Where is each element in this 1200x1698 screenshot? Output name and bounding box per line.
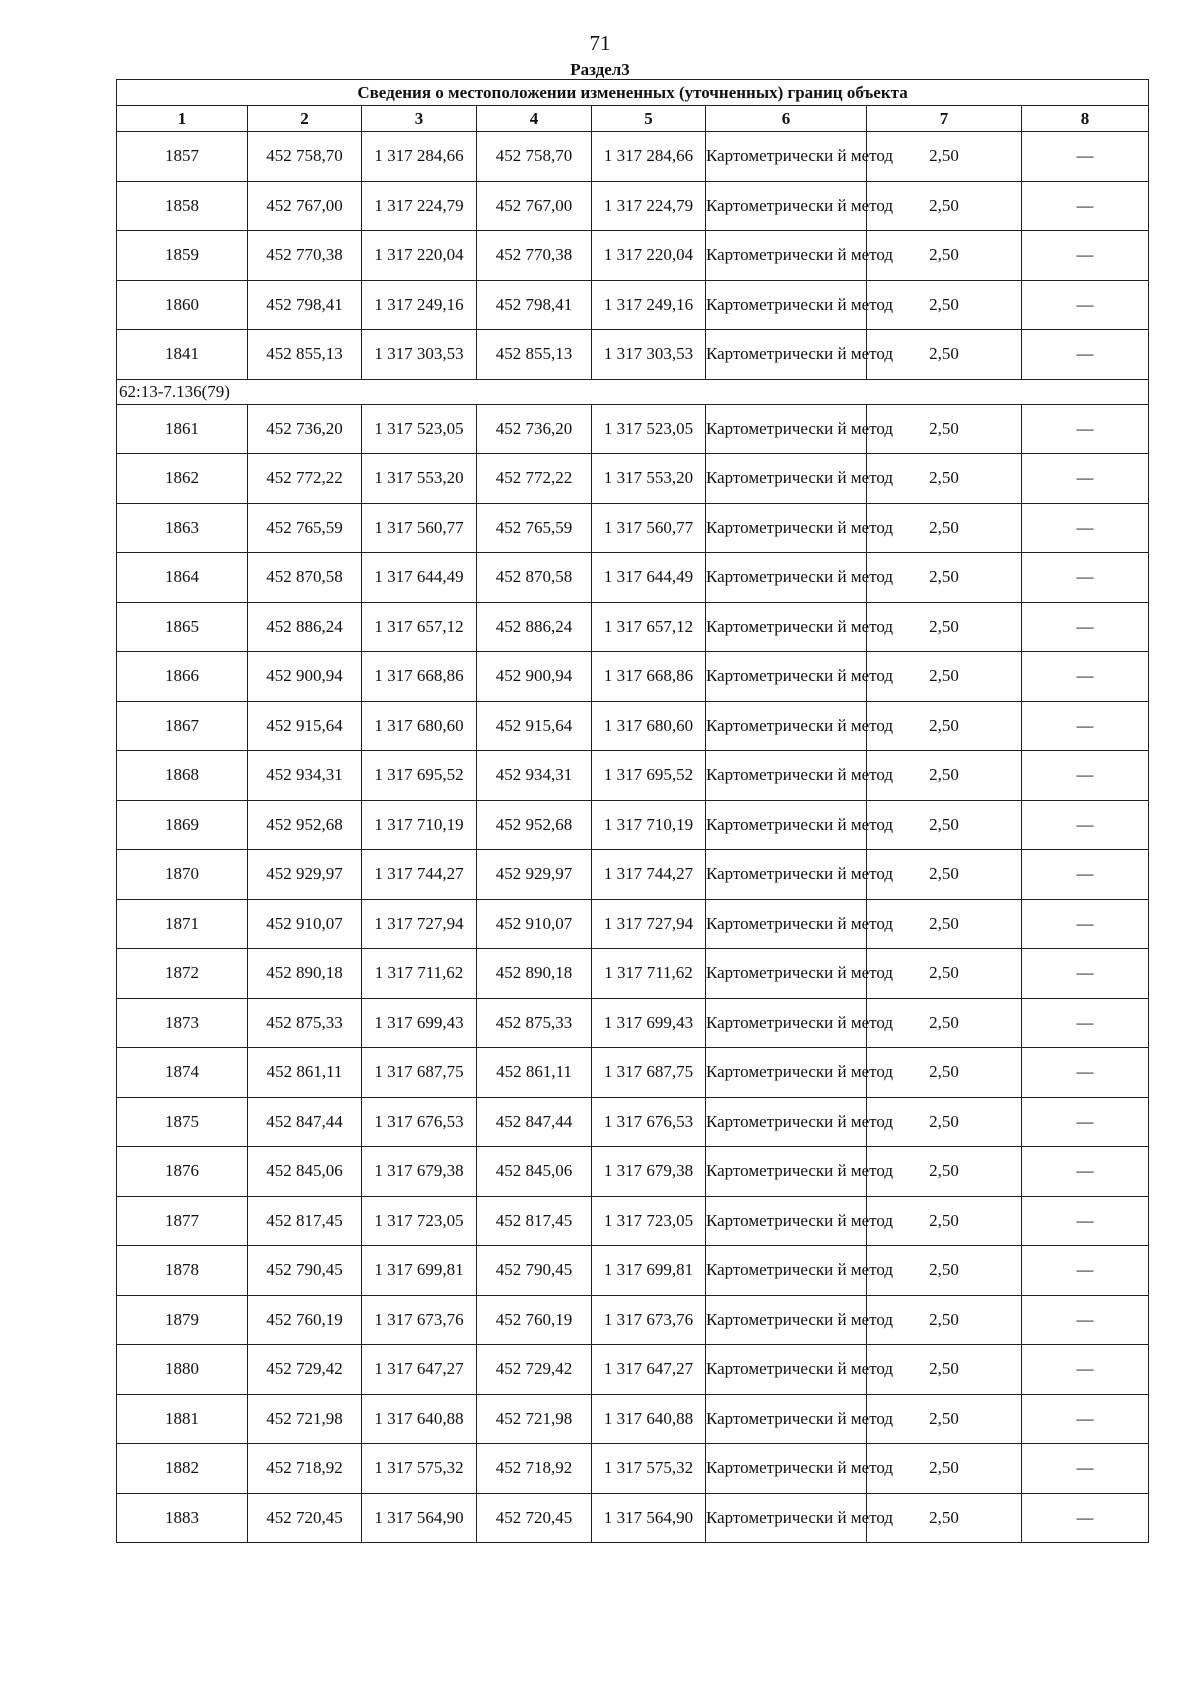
x-existing-cell: 452 875,33 — [248, 998, 362, 1048]
description-cell: — — [1022, 1493, 1149, 1543]
accuracy-cell: 2,50 — [867, 181, 1022, 231]
table-row — [117, 231, 1149, 281]
method-cell: Картометрически й метод — [706, 800, 867, 850]
parcel-group-row — [117, 379, 1149, 404]
accuracy-cell: 2,50 — [867, 850, 1022, 900]
description-cell: — — [1022, 231, 1149, 281]
y-new-cell: 1 317 284,66 — [592, 132, 706, 182]
method-cell: Картометрически й метод — [706, 899, 867, 949]
x-existing-cell: 452 729,42 — [248, 1345, 362, 1395]
y-new-cell: 1 317 723,05 — [592, 1196, 706, 1246]
x-existing-cell: 452 847,44 — [248, 1097, 362, 1147]
column-number: 7 — [867, 106, 1022, 132]
accuracy-cell: 2,50 — [867, 998, 1022, 1048]
y-existing-cell: 1 317 679,38 — [362, 1147, 477, 1197]
y-existing-cell: 1 317 644,49 — [362, 553, 477, 603]
table-row — [117, 751, 1149, 801]
description-cell: — — [1022, 1048, 1149, 1098]
y-existing-cell: 1 317 673,76 — [362, 1295, 477, 1345]
x-existing-cell: 452 855,13 — [248, 330, 362, 380]
description-cell: — — [1022, 602, 1149, 652]
y-existing-cell: 1 317 711,62 — [362, 949, 477, 999]
x-new-cell: 452 952,68 — [477, 800, 592, 850]
description-cell: — — [1022, 998, 1149, 1048]
description-cell: — — [1022, 701, 1149, 751]
x-new-cell: 452 729,42 — [477, 1345, 592, 1395]
y-new-cell: 1 317 249,16 — [592, 280, 706, 330]
x-existing-cell: 452 900,94 — [248, 652, 362, 702]
y-existing-cell: 1 317 657,12 — [362, 602, 477, 652]
method-cell: Картометрически й метод — [706, 701, 867, 751]
column-number-row — [117, 106, 1149, 132]
accuracy-cell: 2,50 — [867, 404, 1022, 454]
description-cell: — — [1022, 899, 1149, 949]
point-number-cell: 1878 — [117, 1246, 248, 1296]
y-new-cell: 1 317 711,62 — [592, 949, 706, 999]
x-new-cell: 452 790,45 — [477, 1246, 592, 1296]
y-existing-cell: 1 317 640,88 — [362, 1394, 477, 1444]
x-new-cell: 452 875,33 — [477, 998, 592, 1048]
method-cell: Картометрически й метод — [706, 1196, 867, 1246]
x-existing-cell: 452 720,45 — [248, 1493, 362, 1543]
x-new-cell: 452 855,13 — [477, 330, 592, 380]
y-existing-cell: 1 317 699,43 — [362, 998, 477, 1048]
x-new-cell: 452 770,38 — [477, 231, 592, 281]
accuracy-cell: 2,50 — [867, 231, 1022, 281]
description-cell: — — [1022, 949, 1149, 999]
point-number-cell: 1883 — [117, 1493, 248, 1543]
accuracy-cell: 2,50 — [867, 701, 1022, 751]
table-body — [117, 132, 1149, 1543]
y-new-cell: 1 317 744,27 — [592, 850, 706, 900]
method-cell: Картометрически й метод — [706, 181, 867, 231]
accuracy-cell: 2,50 — [867, 1097, 1022, 1147]
y-new-cell: 1 317 680,60 — [592, 701, 706, 751]
y-new-cell: 1 317 640,88 — [592, 1394, 706, 1444]
y-existing-cell: 1 317 723,05 — [362, 1196, 477, 1246]
x-existing-cell: 452 817,45 — [248, 1196, 362, 1246]
table-row — [117, 330, 1149, 380]
y-new-cell: 1 317 657,12 — [592, 602, 706, 652]
table-row — [117, 553, 1149, 603]
x-existing-cell: 452 845,06 — [248, 1147, 362, 1197]
method-cell: Картометрически й метод — [706, 231, 867, 281]
table-row — [117, 503, 1149, 553]
description-cell: — — [1022, 800, 1149, 850]
y-existing-cell: 1 317 744,27 — [362, 850, 477, 900]
accuracy-cell: 2,50 — [867, 503, 1022, 553]
table-row — [117, 998, 1149, 1048]
method-cell: Картометрически й метод — [706, 330, 867, 380]
table-row — [117, 454, 1149, 504]
x-existing-cell: 452 929,97 — [248, 850, 362, 900]
description-cell: — — [1022, 132, 1149, 182]
x-new-cell: 452 847,44 — [477, 1097, 592, 1147]
y-new-cell: 1 317 564,90 — [592, 1493, 706, 1543]
accuracy-cell: 2,50 — [867, 1345, 1022, 1395]
accuracy-cell: 2,50 — [867, 1394, 1022, 1444]
method-cell: Картометрически й метод — [706, 1394, 867, 1444]
description-cell: — — [1022, 181, 1149, 231]
x-existing-cell: 452 890,18 — [248, 949, 362, 999]
accuracy-cell: 2,50 — [867, 330, 1022, 380]
point-number-cell: 1863 — [117, 503, 248, 553]
method-cell: Картометрически й метод — [706, 503, 867, 553]
y-new-cell: 1 317 523,05 — [592, 404, 706, 454]
x-new-cell: 452 910,07 — [477, 899, 592, 949]
accuracy-cell: 2,50 — [867, 1196, 1022, 1246]
point-number-cell: 1859 — [117, 231, 248, 281]
description-cell: — — [1022, 652, 1149, 702]
method-cell: Картометрически й метод — [706, 652, 867, 702]
y-existing-cell: 1 317 668,86 — [362, 652, 477, 702]
table-row — [117, 602, 1149, 652]
table-title: Сведения о местоположении измененных (уточненных) границ объекта — [117, 80, 1149, 106]
method-cell: Картометрически й метод — [706, 850, 867, 900]
y-new-cell: 1 317 687,75 — [592, 1048, 706, 1098]
table-row — [117, 181, 1149, 231]
accuracy-cell: 2,50 — [867, 454, 1022, 504]
table-row — [117, 132, 1149, 182]
accuracy-cell: 2,50 — [867, 1493, 1022, 1543]
point-number-cell: 1879 — [117, 1295, 248, 1345]
method-cell: Картометрически й метод — [706, 998, 867, 1048]
point-number-cell: 1861 — [117, 404, 248, 454]
x-existing-cell: 452 915,64 — [248, 701, 362, 751]
y-new-cell: 1 317 699,81 — [592, 1246, 706, 1296]
point-number-cell: 1858 — [117, 181, 248, 231]
x-existing-cell: 452 870,58 — [248, 553, 362, 603]
method-cell: Картометрически й метод — [706, 553, 867, 603]
y-new-cell: 1 317 668,86 — [592, 652, 706, 702]
x-existing-cell: 452 790,45 — [248, 1246, 362, 1296]
table-row — [117, 1196, 1149, 1246]
point-number-cell: 1873 — [117, 998, 248, 1048]
y-new-cell: 1 317 673,76 — [592, 1295, 706, 1345]
point-number-cell: 1876 — [117, 1147, 248, 1197]
x-existing-cell: 452 767,00 — [248, 181, 362, 231]
method-cell: Картометрически й метод — [706, 1097, 867, 1147]
method-cell: Картометрически й метод — [706, 1493, 867, 1543]
x-new-cell: 452 772,22 — [477, 454, 592, 504]
table-row — [117, 800, 1149, 850]
point-number-cell: 1869 — [117, 800, 248, 850]
method-cell: Картометрически й метод — [706, 602, 867, 652]
column-number: 8 — [1022, 106, 1149, 132]
description-cell: — — [1022, 454, 1149, 504]
column-number: 4 — [477, 106, 592, 132]
point-number-cell: 1882 — [117, 1444, 248, 1494]
description-cell: — — [1022, 1147, 1149, 1197]
x-existing-cell: 452 721,98 — [248, 1394, 362, 1444]
accuracy-cell: 2,50 — [867, 1295, 1022, 1345]
y-new-cell: 1 317 303,53 — [592, 330, 706, 380]
description-cell: — — [1022, 1394, 1149, 1444]
point-number-cell: 1871 — [117, 899, 248, 949]
description-cell: — — [1022, 1196, 1149, 1246]
y-new-cell: 1 317 699,43 — [592, 998, 706, 1048]
point-number-cell: 1868 — [117, 751, 248, 801]
y-new-cell: 1 317 647,27 — [592, 1345, 706, 1395]
table-row — [117, 949, 1149, 999]
y-new-cell: 1 317 695,52 — [592, 751, 706, 801]
table-row — [117, 1295, 1149, 1345]
table-row — [117, 1345, 1149, 1395]
x-new-cell: 452 736,20 — [477, 404, 592, 454]
x-new-cell: 452 915,64 — [477, 701, 592, 751]
x-new-cell: 452 767,00 — [477, 181, 592, 231]
table-row — [117, 1097, 1149, 1147]
x-new-cell: 452 817,45 — [477, 1196, 592, 1246]
method-cell: Картометрически й метод — [706, 1444, 867, 1494]
y-new-cell: 1 317 676,53 — [592, 1097, 706, 1147]
accuracy-cell: 2,50 — [867, 949, 1022, 999]
point-number-cell: 1874 — [117, 1048, 248, 1098]
method-cell: Картометрически й метод — [706, 1048, 867, 1098]
description-cell: — — [1022, 404, 1149, 454]
x-existing-cell: 452 765,59 — [248, 503, 362, 553]
table-row — [117, 701, 1149, 751]
x-existing-cell: 452 758,70 — [248, 132, 362, 182]
method-cell: Картометрически й метод — [706, 751, 867, 801]
section-title: Раздел3 — [570, 60, 630, 79]
x-existing-cell: 452 886,24 — [248, 602, 362, 652]
y-existing-cell: 1 317 687,75 — [362, 1048, 477, 1098]
y-new-cell: 1 317 679,38 — [592, 1147, 706, 1197]
x-new-cell: 452 934,31 — [477, 751, 592, 801]
accuracy-cell: 2,50 — [867, 652, 1022, 702]
x-new-cell: 452 760,19 — [477, 1295, 592, 1345]
description-cell: — — [1022, 503, 1149, 553]
y-new-cell: 1 317 575,32 — [592, 1444, 706, 1494]
accuracy-cell: 2,50 — [867, 1246, 1022, 1296]
accuracy-cell: 2,50 — [867, 602, 1022, 652]
description-cell: — — [1022, 1246, 1149, 1296]
point-number-cell: 1877 — [117, 1196, 248, 1246]
x-new-cell: 452 929,97 — [477, 850, 592, 900]
y-existing-cell: 1 317 575,32 — [362, 1444, 477, 1494]
y-existing-cell: 1 317 553,20 — [362, 454, 477, 504]
x-existing-cell: 452 760,19 — [248, 1295, 362, 1345]
point-number-cell: 1870 — [117, 850, 248, 900]
y-existing-cell: 1 317 647,27 — [362, 1345, 477, 1395]
y-new-cell: 1 317 220,04 — [592, 231, 706, 281]
method-cell: Картометрически й метод — [706, 132, 867, 182]
y-new-cell: 1 317 224,79 — [592, 181, 706, 231]
point-number-cell: 1881 — [117, 1394, 248, 1444]
accuracy-cell: 2,50 — [867, 899, 1022, 949]
accuracy-cell: 2,50 — [867, 1048, 1022, 1098]
y-existing-cell: 1 317 284,66 — [362, 132, 477, 182]
table-row — [117, 1246, 1149, 1296]
x-new-cell: 452 890,18 — [477, 949, 592, 999]
page-number: 71 — [589, 31, 611, 55]
accuracy-cell: 2,50 — [867, 280, 1022, 330]
accuracy-cell: 2,50 — [867, 1147, 1022, 1197]
point-number-cell: 1865 — [117, 602, 248, 652]
x-existing-cell: 452 910,07 — [248, 899, 362, 949]
y-existing-cell: 1 317 303,53 — [362, 330, 477, 380]
y-existing-cell: 1 317 523,05 — [362, 404, 477, 454]
accuracy-cell: 2,50 — [867, 800, 1022, 850]
accuracy-cell: 2,50 — [867, 553, 1022, 603]
y-new-cell: 1 317 560,77 — [592, 503, 706, 553]
x-existing-cell: 452 772,22 — [248, 454, 362, 504]
x-new-cell: 452 861,11 — [477, 1048, 592, 1098]
y-existing-cell: 1 317 249,16 — [362, 280, 477, 330]
y-new-cell: 1 317 644,49 — [592, 553, 706, 603]
method-cell: Картометрически й метод — [706, 1147, 867, 1197]
method-cell: Картометрически й метод — [706, 454, 867, 504]
accuracy-cell: 2,50 — [867, 1444, 1022, 1494]
description-cell: — — [1022, 280, 1149, 330]
description-cell: — — [1022, 1444, 1149, 1494]
parcel-number-label: 62:13-7.136(79) — [117, 379, 1149, 404]
point-number-cell: 1864 — [117, 553, 248, 603]
table-row — [117, 850, 1149, 900]
description-cell: — — [1022, 751, 1149, 801]
point-number-cell: 1862 — [117, 454, 248, 504]
point-number-cell: 1880 — [117, 1345, 248, 1395]
point-number-cell: 1872 — [117, 949, 248, 999]
column-number: 6 — [706, 106, 867, 132]
x-existing-cell: 452 798,41 — [248, 280, 362, 330]
description-cell: — — [1022, 553, 1149, 603]
column-number: 5 — [592, 106, 706, 132]
column-number: 2 — [248, 106, 362, 132]
method-cell: Картометрически й метод — [706, 1246, 867, 1296]
x-existing-cell: 452 934,31 — [248, 751, 362, 801]
method-cell: Картометрически й метод — [706, 949, 867, 999]
description-cell: — — [1022, 850, 1149, 900]
method-cell: Картометрически й метод — [706, 1295, 867, 1345]
description-cell: — — [1022, 1345, 1149, 1395]
x-existing-cell: 452 736,20 — [248, 404, 362, 454]
point-number-cell: 1875 — [117, 1097, 248, 1147]
table-row — [117, 1394, 1149, 1444]
x-new-cell: 452 900,94 — [477, 652, 592, 702]
table-row — [117, 652, 1149, 702]
x-new-cell: 452 758,70 — [477, 132, 592, 182]
x-new-cell: 452 886,24 — [477, 602, 592, 652]
boundary-coordinates-table — [116, 79, 1149, 1543]
method-cell: Картометрически й метод — [706, 404, 867, 454]
y-existing-cell: 1 317 695,52 — [362, 751, 477, 801]
x-existing-cell: 452 952,68 — [248, 800, 362, 850]
y-existing-cell: 1 317 699,81 — [362, 1246, 477, 1296]
description-cell: — — [1022, 1097, 1149, 1147]
point-number-cell: 1841 — [117, 330, 248, 380]
x-new-cell: 452 798,41 — [477, 280, 592, 330]
table-row — [117, 1493, 1149, 1543]
y-existing-cell: 1 317 224,79 — [362, 181, 477, 231]
x-new-cell: 452 845,06 — [477, 1147, 592, 1197]
y-existing-cell: 1 317 220,04 — [362, 231, 477, 281]
table-row — [117, 1048, 1149, 1098]
point-number-cell: 1860 — [117, 280, 248, 330]
table-row — [117, 1147, 1149, 1197]
method-cell: Картометрически й метод — [706, 280, 867, 330]
point-number-cell: 1857 — [117, 132, 248, 182]
x-new-cell: 452 870,58 — [477, 553, 592, 603]
method-cell: Картометрически й метод — [706, 1345, 867, 1395]
description-cell: — — [1022, 330, 1149, 380]
x-new-cell: 452 718,92 — [477, 1444, 592, 1494]
x-new-cell: 452 765,59 — [477, 503, 592, 553]
x-existing-cell: 452 718,92 — [248, 1444, 362, 1494]
y-existing-cell: 1 317 710,19 — [362, 800, 477, 850]
table-row — [117, 899, 1149, 949]
y-existing-cell: 1 317 727,94 — [362, 899, 477, 949]
y-existing-cell: 1 317 564,90 — [362, 1493, 477, 1543]
y-existing-cell: 1 317 680,60 — [362, 701, 477, 751]
y-existing-cell: 1 317 560,77 — [362, 503, 477, 553]
y-new-cell: 1 317 553,20 — [592, 454, 706, 504]
x-existing-cell: 452 861,11 — [248, 1048, 362, 1098]
column-number: 1 — [117, 106, 248, 132]
x-existing-cell: 452 770,38 — [248, 231, 362, 281]
y-new-cell: 1 317 727,94 — [592, 899, 706, 949]
table-row — [117, 404, 1149, 454]
point-number-cell: 1867 — [117, 701, 248, 751]
y-new-cell: 1 317 710,19 — [592, 800, 706, 850]
table-row — [117, 280, 1149, 330]
column-number: 3 — [362, 106, 477, 132]
table-row — [117, 1444, 1149, 1494]
x-new-cell: 452 721,98 — [477, 1394, 592, 1444]
point-number-cell: 1866 — [117, 652, 248, 702]
y-existing-cell: 1 317 676,53 — [362, 1097, 477, 1147]
description-cell: — — [1022, 1295, 1149, 1345]
accuracy-cell: 2,50 — [867, 751, 1022, 801]
accuracy-cell: 2,50 — [867, 132, 1022, 182]
x-new-cell: 452 720,45 — [477, 1493, 592, 1543]
